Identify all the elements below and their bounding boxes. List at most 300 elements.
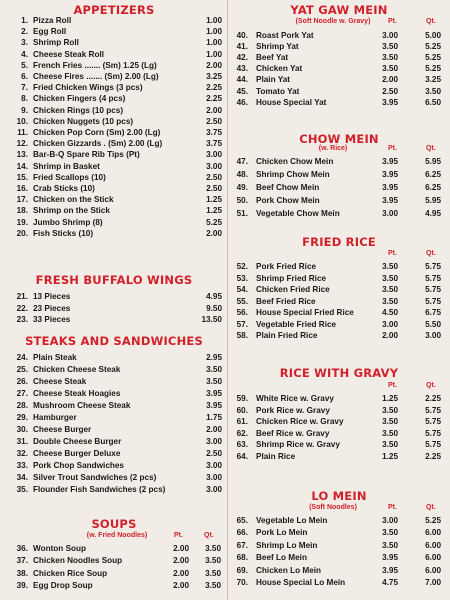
item-pint-price: 3.50: [382, 540, 398, 550]
item-pint-price: 2.00: [173, 556, 189, 566]
menu-item-row: [228, 261, 450, 272]
item-name: Chicken Chow Mein: [256, 157, 334, 166]
item-number: 7.: [21, 83, 28, 93]
item-price: 1.00: [206, 49, 222, 59]
item-name: Chicken Cheese Steak: [33, 365, 121, 374]
item-name: Roast Pork Yat: [256, 31, 314, 40]
item-name: Chicken Lo Mein: [256, 565, 322, 575]
item-pint-price: 3.00: [382, 31, 398, 40]
menu-item-row: [228, 393, 450, 404]
item-number: 4.: [21, 49, 28, 59]
item-price: 2.00: [206, 60, 222, 70]
menu-item-row: [228, 428, 450, 439]
item-quart-price: 5.25: [425, 516, 441, 525]
item-price: 2.50: [206, 172, 222, 182]
menu-item-row: [228, 565, 450, 576]
menu-item-row: [0, 436, 228, 447]
item-number: 66.: [236, 528, 248, 538]
item-quart-price: 5.75: [425, 405, 441, 415]
menu-item-row: [0, 543, 228, 554]
item-price: 2.00: [206, 425, 222, 434]
item-price: 1.00: [206, 27, 222, 37]
item-number: 51.: [236, 208, 248, 218]
item-quart-price: 6.00: [425, 565, 441, 575]
item-number: 32.: [16, 449, 28, 458]
item-pint-price: 3.95: [382, 553, 398, 563]
item-pint-price: 2.00: [173, 580, 189, 590]
item-quart-price: 6.75: [425, 308, 441, 317]
menu-item-row: [0, 388, 228, 399]
item-quart-price: 5.75: [425, 285, 441, 294]
menu-item-row: [228, 307, 450, 318]
item-number: 5.: [21, 60, 28, 70]
item-number: 23.: [16, 315, 28, 325]
menu-item-row: [0, 314, 228, 325]
item-name: French Fries ....... (Sm) 1.25 (Lg): [33, 60, 157, 70]
item-number: 38.: [16, 568, 28, 578]
item-name: Chicken Pop Corn (Sm) 2.00 (Lg): [33, 128, 161, 137]
item-name: Shrimp Rice w. Gravy: [256, 440, 340, 450]
menu-item-row: [228, 182, 450, 193]
menu-item-row: [0, 116, 228, 127]
item-name: Double Cheese Burger: [33, 437, 122, 446]
menu-item-row: [228, 296, 450, 307]
menu-item-row: [0, 82, 228, 93]
menu-item-row: [0, 26, 228, 37]
yat-heading: YAT GAW MEIN: [290, 3, 388, 17]
item-name: Plain Yat: [256, 75, 290, 85]
item-name: Vegetable Fried Rice: [256, 319, 337, 329]
item-number: 19.: [16, 217, 28, 227]
item-number: 48.: [236, 169, 248, 179]
menu-item-row: [0, 49, 228, 60]
item-quart-price: 4.95: [425, 208, 441, 218]
item-number: 53.: [236, 273, 248, 283]
item-quart-price: 6.00: [425, 553, 441, 563]
item-name: Egg Roll: [33, 27, 67, 37]
item-pint-price: 3.95: [382, 195, 398, 205]
menu-item-row: [228, 30, 450, 41]
item-number: 6.: [21, 72, 28, 81]
menu-item-row: [228, 405, 450, 416]
item-pint-price: 3.50: [382, 53, 398, 63]
menu-item-row: [0, 60, 228, 71]
menu-item-row: [0, 105, 228, 116]
item-number: 13.: [16, 150, 28, 160]
item-price: 3.00: [206, 437, 222, 446]
item-number: 35.: [16, 485, 28, 494]
item-number: 47.: [236, 157, 248, 166]
item-name: Tomato Yat: [256, 86, 300, 96]
item-quart-price: 2.25: [425, 394, 441, 403]
item-pint-price: 2.00: [382, 331, 398, 340]
item-price: 13.50: [201, 315, 222, 325]
fried-pt-header: Pt.: [388, 250, 397, 257]
item-quart-price: 5.75: [425, 440, 441, 450]
item-price: 3.50: [206, 377, 222, 386]
item-name: Cheese Fires ....... (Sm) 2.00 (Lg): [33, 72, 159, 81]
item-number: 42.: [236, 53, 248, 63]
item-number: 41.: [236, 42, 248, 52]
menu-item-row: [0, 352, 228, 363]
item-quart-price: 6.25: [425, 182, 441, 192]
item-number: 63.: [236, 440, 248, 450]
item-pint-price: 4.50: [382, 308, 398, 317]
item-name: Beef Yat: [256, 53, 289, 63]
item-quart-price: 5.25: [425, 42, 441, 52]
item-name: Cheese Steak Roll: [33, 49, 104, 59]
item-quart-price: 3.00: [425, 331, 441, 340]
yat-subtitle: (Soft Noodle w. Gravy): [295, 18, 371, 25]
item-number: 29.: [16, 413, 28, 422]
item-quart-price: 3.50: [425, 86, 441, 96]
item-name: Wonton Soup: [33, 544, 87, 553]
item-name: Chicken Rings (10 pcs): [33, 105, 124, 115]
menu-item-row: [0, 400, 228, 411]
item-number: 1.: [21, 16, 28, 25]
item-number: 55.: [236, 296, 248, 306]
menu-item-row: [228, 527, 450, 538]
menu-item-row: [0, 15, 228, 26]
menu-item-row: [0, 228, 228, 239]
item-quart-price: 5.75: [425, 262, 441, 271]
item-pint-price: 3.50: [382, 262, 398, 271]
menu-item-row: [228, 169, 450, 180]
item-quart-price: 6.50: [425, 97, 441, 107]
item-name: Cheese Steak Hoagies: [33, 389, 121, 398]
item-number: 62.: [236, 428, 248, 438]
lomein-pt-header: Pt.: [388, 504, 397, 511]
item-name: Chicken Rice w. Gravy: [256, 417, 344, 427]
item-name: Plain Fried Rice: [256, 331, 318, 340]
gravy-qt-header: Qt.: [426, 382, 436, 389]
item-price: 3.75: [206, 128, 222, 137]
item-number: 59.: [236, 394, 248, 403]
menu-item-row: [228, 330, 450, 341]
menu-item-row: [0, 194, 228, 205]
item-number: 31.: [16, 437, 28, 446]
item-name: Hamburger: [33, 413, 77, 422]
item-price: 4.95: [206, 292, 222, 301]
item-number: 34.: [16, 473, 28, 482]
item-name: Egg Drop Soup: [33, 580, 93, 590]
steaks-heading: STEAKS AND SANDWICHES: [25, 334, 203, 348]
soups-qt-header: Qt.: [204, 532, 214, 539]
item-pint-price: 3.95: [382, 157, 398, 166]
item-price: 1.75: [206, 413, 222, 422]
item-name: Plain Steak: [33, 353, 77, 362]
item-number: 43.: [236, 64, 248, 74]
item-number: 28.: [16, 401, 28, 410]
item-name: Chicken Fingers (4 pcs): [33, 94, 126, 104]
item-name: Shrimp Lo Mein: [256, 540, 318, 550]
menu-item-row: [0, 472, 228, 483]
menu-item-row: [0, 161, 228, 172]
soups-heading: SOUPS: [91, 517, 137, 531]
chow-qt-header: Qt.: [426, 145, 436, 152]
item-name: Shrimp Fried Rice: [256, 273, 327, 283]
item-number: 26.: [16, 377, 28, 386]
item-name: Cheese Burger: [33, 425, 92, 434]
item-name: Fried Chicken Wings (3 pcs): [33, 83, 143, 93]
item-name: Shrimp Yat: [256, 42, 299, 52]
item-pint-price: 3.95: [382, 97, 398, 107]
item-number: 2.: [21, 27, 28, 37]
menu-item-row: [0, 460, 228, 471]
item-pint-price: 3.95: [382, 169, 398, 179]
item-quart-price: 5.75: [425, 296, 441, 306]
item-price: 1.00: [206, 16, 222, 25]
item-name: Cheese Steak: [33, 377, 87, 386]
item-number: 56.: [236, 308, 248, 317]
lomein-heading: LO MEIN: [311, 489, 367, 503]
item-name: Shrimp on the Stick: [33, 206, 110, 216]
yat-qt-header: Qt.: [426, 18, 436, 25]
item-quart-price: 5.50: [425, 319, 441, 329]
item-number: 15.: [16, 172, 28, 182]
item-name: Shrimp Roll: [33, 38, 79, 48]
item-price: 1.00: [206, 38, 222, 48]
item-pint-price: 3.50: [382, 428, 398, 438]
menu-item-row: [228, 156, 450, 167]
item-number: 39.: [16, 580, 28, 590]
item-quart-price: 2.25: [425, 452, 441, 461]
item-name: Pork Chow Mein: [256, 195, 320, 205]
item-number: 52.: [236, 262, 248, 271]
item-name: Chicken Nuggets (10 pcs): [33, 116, 134, 126]
item-name: Pork Rice w. Gravy: [256, 405, 330, 415]
item-name: Beef Lo Mein: [256, 553, 307, 563]
menu-item-row: [228, 273, 450, 284]
menu-item-row: [0, 291, 228, 302]
menu-item-row: [0, 217, 228, 228]
item-pint-price: 2.00: [173, 568, 189, 578]
item-price: 2.95: [206, 353, 222, 362]
item-price: 2.50: [206, 184, 222, 193]
gravy-pt-header: Pt.: [388, 382, 397, 389]
item-number: 65.: [236, 516, 248, 525]
item-quart-price: 5.75: [425, 428, 441, 438]
menu-item-row: [0, 93, 228, 104]
item-quart-price: 6.00: [425, 528, 441, 538]
menu-item-row: [0, 364, 228, 375]
menu-item-row: [0, 138, 228, 149]
item-pint-price: 3.00: [382, 516, 398, 525]
item-pint-price: 3.50: [382, 64, 398, 74]
menu-item-row: [0, 172, 228, 183]
menu-item-row: [0, 37, 228, 48]
menu-item-row: [228, 552, 450, 563]
item-pint-price: 2.50: [382, 86, 398, 96]
item-number: 44.: [236, 75, 248, 85]
item-number: 14.: [16, 161, 28, 171]
menu-item-row: [228, 284, 450, 295]
item-number: 64.: [236, 452, 248, 461]
item-quart-price: 3.50: [205, 556, 221, 566]
item-name: Chicken Yat: [256, 64, 303, 74]
item-name: 33 Pieces: [33, 315, 71, 325]
item-name: Cheese Burger Deluxe: [33, 449, 121, 458]
gravy-heading: RICE WITH GRAVY: [279, 366, 399, 380]
item-number: 3.: [21, 38, 28, 48]
item-quart-price: 3.25: [425, 75, 441, 85]
fried-qt-header: Qt.: [426, 250, 436, 257]
item-number: 69.: [236, 565, 248, 575]
item-name: Pork Lo Mein: [256, 528, 308, 538]
item-name: Chicken on the Stick: [33, 195, 114, 205]
item-name: Plain Rice: [256, 452, 296, 461]
item-name: Shrimp Chow Mein: [256, 169, 330, 179]
menu-item-row: [0, 149, 228, 160]
item-number: 20.: [16, 228, 28, 238]
item-pint-price: 3.95: [382, 565, 398, 575]
item-price: 3.95: [206, 401, 222, 410]
appetizers-heading: APPETIZERS: [73, 3, 155, 17]
menu-item-row: [0, 205, 228, 216]
menu-item-row: [228, 195, 450, 206]
item-number: 68.: [236, 553, 248, 563]
item-number: 12.: [16, 139, 28, 149]
item-number: 30.: [16, 425, 28, 434]
item-number: 16.: [16, 184, 28, 193]
item-price: 1.25: [206, 195, 222, 205]
item-number: 70.: [236, 578, 248, 587]
item-number: 11.: [17, 128, 28, 137]
menu-item-row: [0, 555, 228, 566]
wings-heading: FRESH BUFFALO WINGS: [35, 273, 193, 287]
chow-heading: CHOW MEIN: [299, 132, 379, 146]
item-quart-price: 6.25: [425, 169, 441, 179]
item-quart-price: 5.25: [425, 53, 441, 63]
item-number: 57.: [236, 319, 248, 329]
item-name: House Special Yat: [256, 97, 327, 107]
item-pint-price: 3.50: [382, 528, 398, 538]
item-name: 23 Pieces: [33, 303, 71, 313]
item-name: Mushroom Cheese Steak: [33, 401, 131, 410]
menu-item-row: [0, 303, 228, 314]
item-name: Chicken Rice Soup: [33, 568, 108, 578]
item-pint-price: 3.00: [382, 208, 398, 218]
item-name: Beef Rice w. Gravy: [256, 428, 330, 438]
item-number: 18.: [16, 206, 28, 216]
menu-item-row: [228, 439, 450, 450]
item-number: 17.: [16, 195, 28, 205]
item-quart-price: 5.75: [425, 273, 441, 283]
menu-item-row: [228, 86, 450, 97]
item-price: 3.00: [206, 461, 222, 470]
soups-pt-header: Pt.: [174, 532, 183, 539]
item-name: Pork Chop Sandwiches: [33, 461, 124, 470]
item-name: Chicken Gizzards . (Sm) 2.00 (Lg): [33, 139, 163, 149]
item-price: 9.50: [206, 303, 222, 313]
item-number: 50.: [236, 195, 248, 205]
item-pint-price: 3.00: [382, 319, 398, 329]
item-name: Chicken Noodles Soup: [33, 556, 123, 566]
item-price: 3.00: [206, 485, 222, 494]
item-name: Vegetable Chow Mein: [256, 208, 340, 218]
item-price: 3.25: [206, 72, 222, 81]
item-quart-price: 5.95: [425, 195, 441, 205]
item-pint-price: 1.25: [382, 394, 398, 403]
item-number: 25.: [16, 365, 28, 374]
item-pint-price: 4.75: [382, 578, 398, 587]
menu-item-row: [228, 74, 450, 85]
item-number: 27.: [16, 389, 28, 398]
item-price: 5.25: [206, 217, 222, 227]
item-pint-price: 3.50: [382, 285, 398, 294]
item-price: 3.00: [206, 473, 222, 482]
item-quart-price: 5.00: [425, 31, 441, 40]
item-number: 22.: [16, 303, 28, 313]
menu-item-row: [0, 376, 228, 387]
menu-item-row: [228, 416, 450, 427]
lomein-subtitle: (Soft Noodles): [309, 504, 357, 511]
item-number: 61.: [236, 417, 248, 427]
item-name: Vegetable Lo Mein: [256, 516, 328, 525]
item-number: 24.: [16, 353, 28, 362]
item-name: Fried Scallops (10): [33, 172, 106, 182]
menu-item-row: [228, 319, 450, 330]
menu-item-row: [228, 63, 450, 74]
item-name: Shrimp in Basket: [33, 161, 100, 171]
chow-subtitle: (w. Rice): [318, 145, 348, 152]
item-pint-price: 3.95: [382, 182, 398, 192]
item-name: Beef Fried Rice: [256, 296, 316, 306]
item-quart-price: 5.95: [425, 157, 441, 166]
item-quart-price: 5.25: [425, 64, 441, 74]
item-price: 2.50: [206, 116, 222, 126]
item-quart-price: 6.00: [425, 540, 441, 550]
item-price: 3.75: [206, 139, 222, 149]
item-name: House Special Lo Mein: [256, 578, 346, 587]
menu-item-row: [0, 412, 228, 423]
chow-pt-header: Pt.: [388, 145, 397, 152]
menu-item-row: [228, 577, 450, 588]
item-pint-price: 2.00: [382, 75, 398, 85]
menu-item-row: [0, 424, 228, 435]
item-price: 2.00: [206, 228, 222, 238]
lomein-qt-header: Qt.: [426, 504, 436, 511]
item-quart-price: 3.50: [205, 544, 221, 553]
menu-item-row: [228, 451, 450, 462]
menu-item-row: [228, 515, 450, 526]
item-number: 21.: [16, 292, 28, 301]
item-price: 3.00: [206, 161, 222, 171]
item-number: 36.: [16, 544, 28, 553]
item-number: 40.: [236, 31, 248, 40]
fried-heading: FRIED RICE: [302, 235, 376, 249]
item-pint-price: 3.50: [382, 296, 398, 306]
item-number: 37.: [16, 556, 28, 566]
item-name: White Rice w. Gravy: [256, 394, 334, 403]
item-name: Chicken Fried Rice: [256, 285, 330, 294]
soups-subtitle: (w. Fried Noodles): [86, 532, 148, 539]
menu-item-row: [0, 568, 228, 579]
item-number: 10.: [16, 116, 28, 126]
item-name: Fish Sticks (10): [33, 228, 94, 238]
menu-item-row: [228, 97, 450, 108]
menu-item-row: [0, 183, 228, 194]
item-price: 2.00: [206, 105, 222, 115]
yat-pt-header: Pt.: [388, 18, 397, 25]
menu-item-row: [0, 580, 228, 591]
menu-item-row: [0, 71, 228, 82]
item-name: Bar-B-Q Spare Rib Tips (Pt): [33, 150, 140, 160]
item-pint-price: 3.50: [382, 273, 398, 283]
item-pint-price: 3.50: [382, 405, 398, 415]
item-name: Pizza Roll: [33, 16, 72, 25]
item-quart-price: 7.00: [425, 578, 441, 587]
